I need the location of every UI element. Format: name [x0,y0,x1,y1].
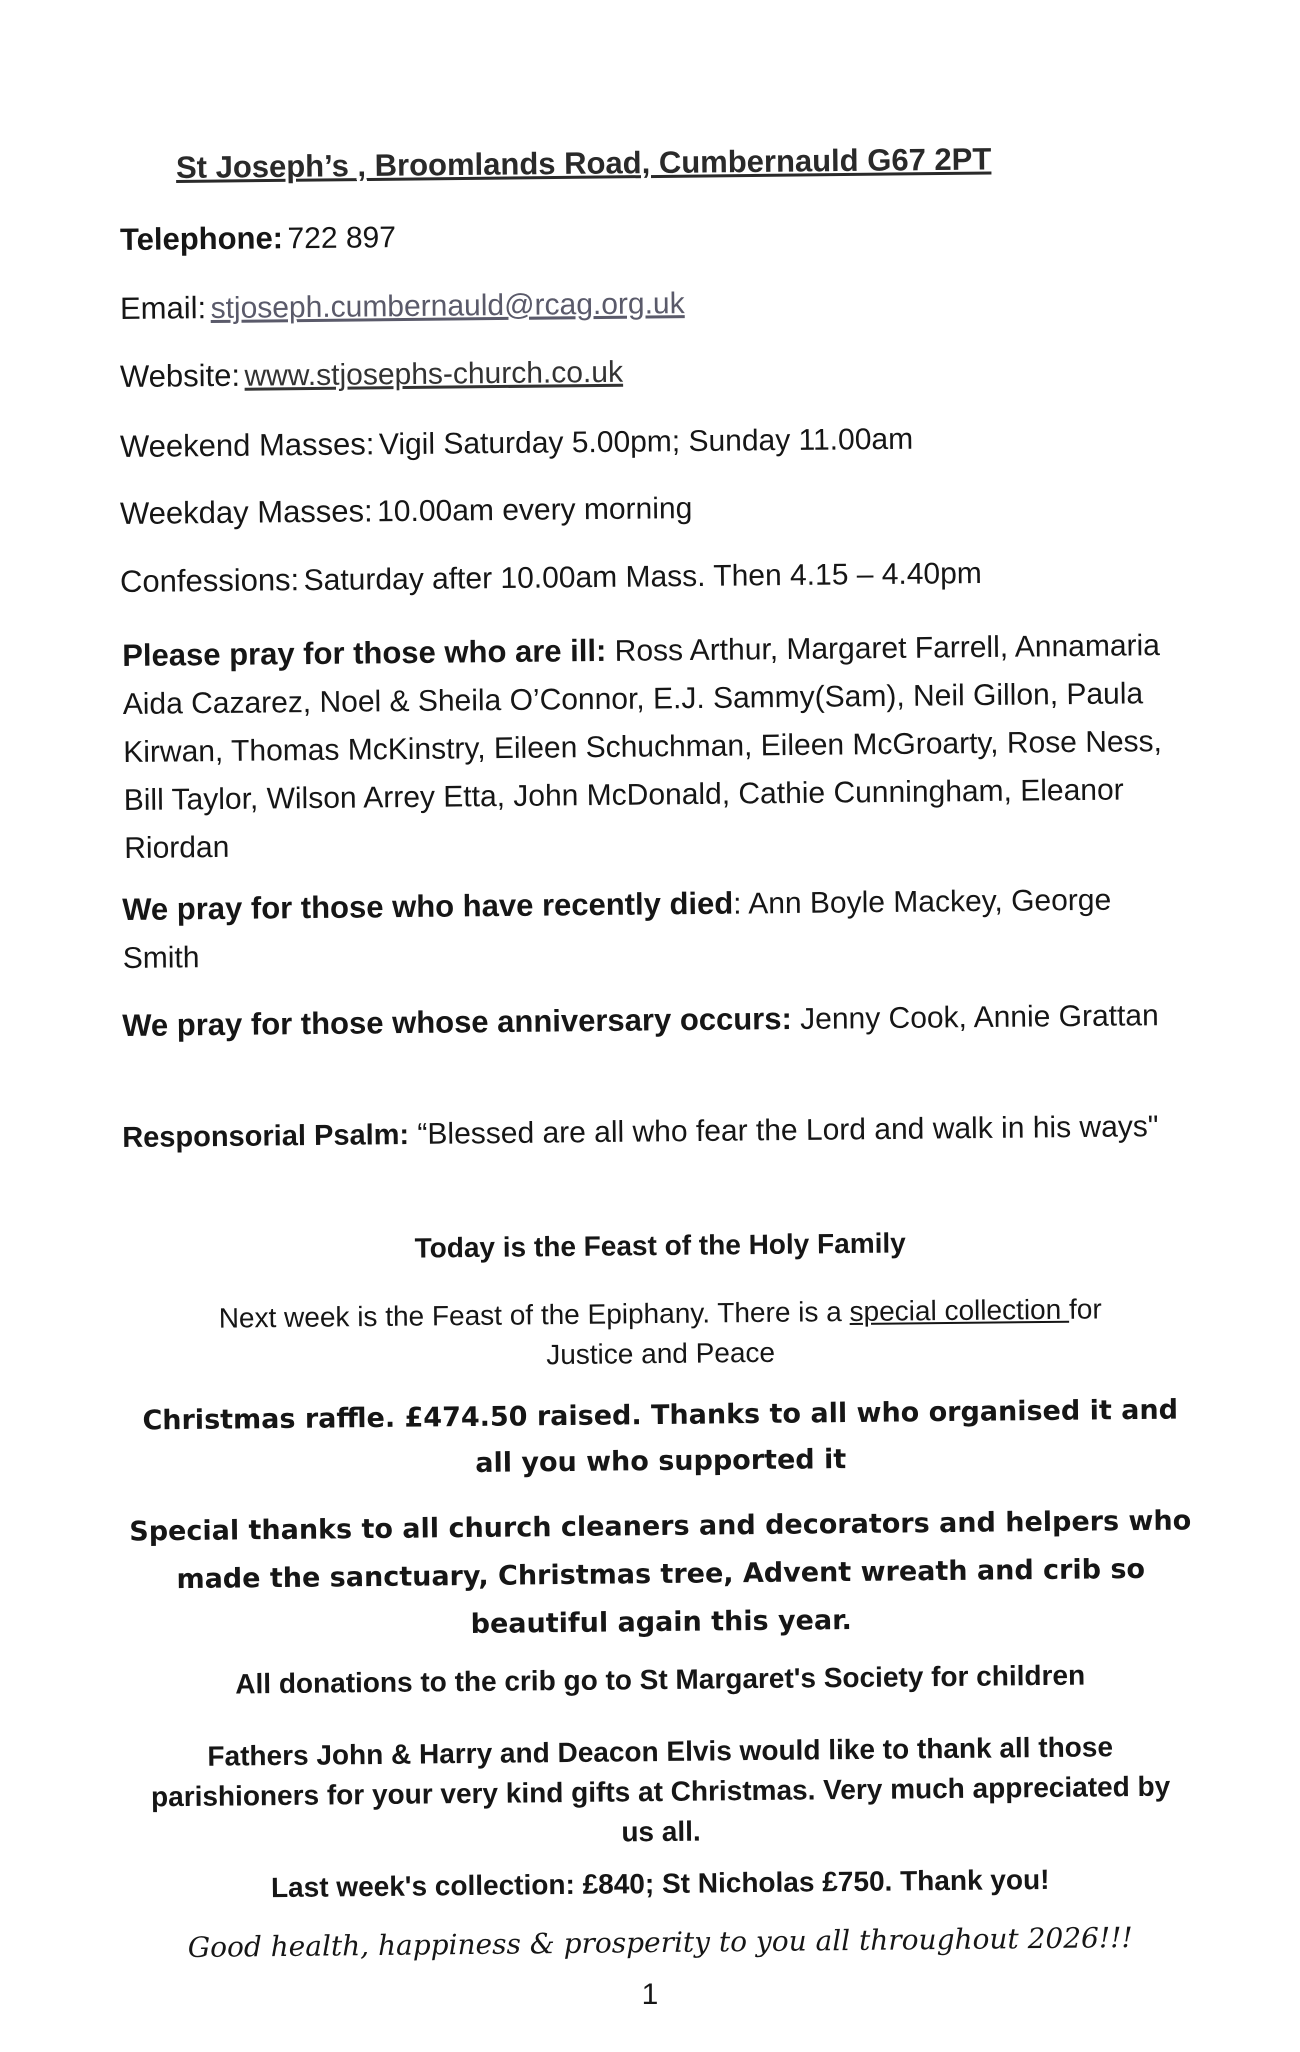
recently-died-colon: : [733,887,742,921]
email-line [120,285,685,327]
psalm-paragraph [122,1103,1182,1162]
anniversary-label: We pray for those whose anniversary occurs: [122,1000,793,1043]
recently-died-paragraph [122,875,1183,983]
epiphany-line-2: Justice and Peace [546,1336,776,1371]
weekend-masses-value: Vigil Saturday 5.00pm; Sunday 11.00am [378,422,914,462]
telephone-label: Telephone: [119,220,284,257]
telephone-line [120,219,396,258]
thanks-line-1: Special thanks to all church cleaners and decorators and helpers who [129,1505,1192,1548]
ill-prayer-label: Please pray for those who are ill: [122,632,607,673]
fathers-line-1: Fathers John & Harry and Deacon Elvis would like to thank all those [207,1731,1114,1772]
recently-died-label: We pray for those who have recently died [122,885,734,927]
fathers-line-3: us all. [621,1815,701,1848]
epiphany-text-before: Next week is the Feast of the Epiphany. There is a [218,1296,850,1334]
telephone-value: 722 897 [287,221,397,256]
ill-prayer-paragraph [122,621,1184,873]
recently-died-names: Ann Boyle Mackey, George Smith [122,883,1112,975]
thanks-line-3: beautiful again this year. [470,1604,853,1640]
confessions-line [120,555,982,600]
psalm-label: Responsorial Psalm: [122,1118,410,1154]
raffle-notice [120,1387,1201,1490]
website-line [120,354,623,395]
collection-notice: Last week's collection: £840; St Nicholas £750. Thank you! [270,1863,1050,1904]
email-label: Email: [119,290,207,326]
website-link[interactable]: www.stjosephs-church.co.uk [244,355,624,393]
website-label: Website: [119,357,241,394]
weekday-masses-label: Weekday Masses: [119,493,373,531]
epiphany-text-after: for [1068,1293,1102,1325]
psalm-text: “Blessed are all who fear the Lord and walk in his ways" [417,1110,1159,1151]
thanks-notice [120,1497,1201,1652]
raffle-line-2: all you who supported it [475,1444,847,1479]
raffle-line-1: Christmas raffle. £474.50 raised. Thanks to all who organised it and [142,1394,1179,1437]
page-number: 1 [641,1978,659,2011]
email-link[interactable]: stjoseph.cumbernauld@rcag.org.uk [210,287,685,326]
anniversary-names: Jenny Cook, Annie Grattan [799,999,1159,1036]
feast-today: Today is the Feast of the Holy Family [414,1227,906,1264]
thanks-line-2: made the sanctuary, Christmas tree, Advent wreath and crib so [176,1553,1146,1596]
weekend-masses-label: Weekend Masses: [119,426,375,464]
weekday-masses-line [120,490,693,532]
page-title: St Joseph’s , Broomlands Road, Cumbernauld G67 2PT [175,141,992,185]
confessions-value: Saturday after 10.00am Mass. Then 4.15 – 4.40pm [303,556,982,598]
weekend-masses-line [120,421,913,465]
epiphany-notice [120,1288,1201,1379]
weekday-masses-value: 10.00am every morning [376,492,693,529]
fathers-thanks-notice [120,1726,1201,1857]
ill-prayer-names: Ross Arthur, Margaret Farrell, Annamaria Aida Cazarez, Noel & Sheila O’Connor, E.J. Sammy(Sam), Neil Gillon, Paula Kirwan, Thomas McKinstry, Eileen Schuchman, Eileen McGroarty, Rose Ness, Bill Taylor, Wilson Arrey Etta, John McDonald, Cathie Cunningham, Eleanor Riordan [122,629,1163,865]
new-year-greeting: Good health, happiness & prosperity to you all throughout 2026!!! [187,1921,1133,1964]
crib-donations-notice: All donations to the crib go to St Margaret's Society for children [235,1659,1086,1700]
confessions-label: Confessions: [119,562,300,599]
fathers-line-2: parishioners for your very kind gifts at Christmas. Very much appreciated by [150,1770,1171,1813]
special-collection-link[interactable]: special collection [849,1293,1070,1328]
anniversary-paragraph [122,991,1182,1051]
